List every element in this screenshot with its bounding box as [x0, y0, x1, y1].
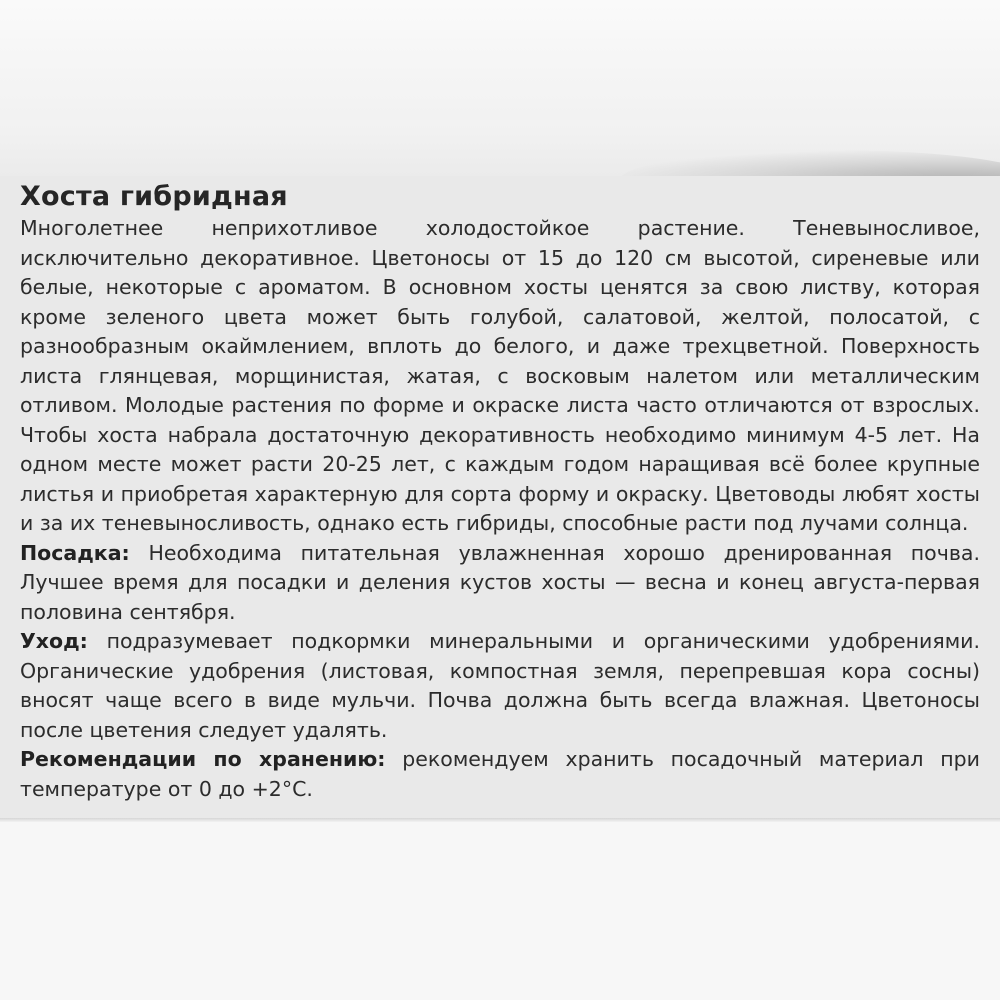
storage-text: рекомендуем хранить посадочный материал при температуре от 0 до +2°С.	[20, 747, 980, 801]
care-heading: Уход:	[20, 629, 88, 653]
care-section	[20, 627, 980, 745]
care-text: подразумевает подкормки минеральными и органическими удобрениями. Органические удобрения (листовая, компостная земля, перепревшая кора сосны) вносят чаще всего в виде мульчи. Почва должна быть всегда влажная. Цветоносы после цветения следует удалять.	[20, 629, 980, 742]
description-paragraph: Многолетнее неприхотливое холодостойкое растение. Теневыносливое, исключительно декоративное. Цветоносы от 15 до 120 см высотой, сиреневые или белые, некоторые с ароматом. В основном хосты ценятся за свою листву, которая кроме зеленого цвета может быть голубой, салатовой, желтой, полосатой, с разнообразным окаймлением, вплоть до белого, и даже трехцветной. Поверхность листа глянцевая, морщинистая, жатая, с восковым налетом или металлическим отливом. Молодые растения по форме и окраске листа часто отличаются от взрослых. Чтобы хоста набрала достаточную декоративность необходимо минимум 4-5 лет. На одном месте может расти 20-25 лет, с каждым годом наращивая всё более крупные листья и приобретая характерную для сорта форму и окраску. Цветоводы любят хосты и за их теневыносливость, однако есть гибриды, способные расти под лучами солнца.	[20, 216, 980, 535]
planting-text: Необходима питательная увлажненная хорошо дренированная почва. Лучшее время для посадки и деления кустов хосты — весна и конец августа-первая половина сентября.	[20, 540, 980, 624]
planting-section	[20, 539, 980, 628]
storage-heading: Рекомендации по хранению:	[20, 747, 386, 771]
label-text-block	[20, 180, 980, 804]
storage-section	[20, 745, 980, 804]
lower-backdrop	[0, 822, 1000, 1000]
planting-heading: Посадка:	[20, 540, 130, 565]
plant-title: Хоста гибридная	[20, 181, 288, 212]
